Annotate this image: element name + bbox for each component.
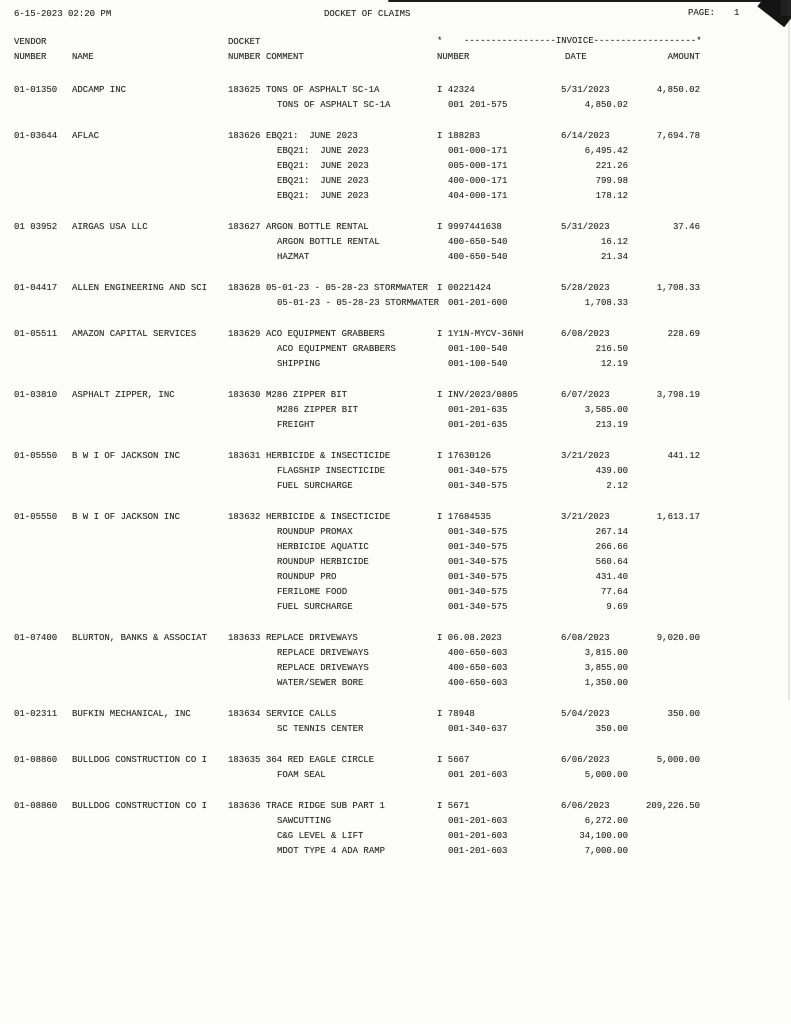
line-description: FERILOME FOOD	[277, 587, 348, 597]
claim-comment: 364 RED EAGLE CIRCLE	[266, 755, 375, 765]
scan-artifact-corner-dot	[781, 0, 791, 16]
invoice-amount: 209,226.50	[645, 801, 700, 811]
line-description: HAZMAT	[277, 252, 310, 262]
invoice-number: I 42324	[437, 85, 475, 95]
vendor-name: ADCAMP INC	[72, 85, 127, 95]
account-number: 400-650-603	[448, 648, 508, 658]
scan-artifact-top-edge	[388, 0, 791, 2]
claims-list	[0, 85, 791, 877]
distribution-line	[0, 678, 791, 693]
line-amount: 3,815.00	[584, 648, 628, 658]
invoice-date: 6/08/2023	[561, 633, 610, 643]
line-amount: 34,100.00	[579, 831, 628, 841]
docket-number: 183631	[228, 451, 261, 461]
claim-block	[0, 85, 791, 115]
claim-comment: HERBICIDE & INSECTICIDE	[266, 512, 391, 522]
distribution-line	[0, 572, 791, 587]
claim-comment: REPLACE DRIVEWAYS	[266, 633, 358, 643]
account-number: 001-201-603	[448, 816, 508, 826]
account-number: 001-201-635	[448, 420, 508, 430]
claim-comment: SERVICE CALLS	[266, 709, 337, 719]
distribution-line	[0, 557, 791, 572]
claim-block	[0, 512, 791, 617]
page-label: PAGE:	[688, 8, 716, 18]
line-description: SHIPPING	[277, 359, 321, 369]
distribution-line	[0, 648, 791, 663]
line-description: FUEL SURCHARGE	[277, 481, 353, 491]
account-number: 001 201-603	[448, 770, 508, 780]
claim-main-line	[0, 633, 791, 648]
account-number: 001-340-575	[448, 542, 508, 552]
line-description: HERBICIDE AQUATIC	[277, 542, 369, 552]
distribution-line	[0, 587, 791, 602]
invoice-group-header: * -----------------INVOICE-------------------*	[437, 36, 702, 46]
line-description: ARGON BOTTLE RENTAL	[277, 237, 380, 247]
vendor-name: BULLDOG CONSTRUCTION CO I	[72, 755, 208, 765]
line-amount: 1,708.33	[584, 298, 628, 308]
vendor-name: ASPHALT ZIPPER, INC	[72, 390, 175, 400]
line-amount: 7,000.00	[584, 846, 628, 856]
account-number: 001-340-575	[448, 557, 508, 567]
vendor-number: 01-02311	[14, 709, 58, 719]
invoice-date: 6/06/2023	[561, 801, 610, 811]
docket-number: 183627	[228, 222, 261, 232]
invoice-amount: 7,694.78	[656, 131, 700, 141]
line-description: FOAM SEAL	[277, 770, 326, 780]
distribution-line	[0, 602, 791, 617]
line-description: EBQ21: JUNE 2023	[277, 176, 369, 186]
vendor-number: 01-08860	[14, 801, 58, 811]
account-number: 001-340-575	[448, 587, 508, 597]
invoice-number: I 17684535	[437, 512, 492, 522]
claim-comment: TRACE RIDGE SUB PART 1	[266, 801, 385, 811]
line-amount: 5,000.00	[584, 770, 628, 780]
distribution-line	[0, 146, 791, 161]
invoice-number: I 188283	[437, 131, 481, 141]
invoice-number: I 00221424	[437, 283, 492, 293]
line-description: SAWCUTTING	[277, 816, 332, 826]
invoice-number: I 06.08.2023	[437, 633, 502, 643]
invoice-number: I 17630126	[437, 451, 492, 461]
claim-main-line	[0, 222, 791, 237]
distribution-line	[0, 816, 791, 831]
line-description: C&G LEVEL & LIFT	[277, 831, 364, 841]
vendor-number: 01-03644	[14, 131, 58, 141]
distribution-line	[0, 481, 791, 496]
line-amount: 1,350.00	[584, 678, 628, 688]
vendor-number: 01 03952	[14, 222, 58, 232]
distribution-line	[0, 420, 791, 435]
line-description: 05-01-23 - 05-28-23 STORMWATER	[277, 298, 440, 308]
page-number: 1	[734, 8, 740, 18]
invoice-number: I 9997441638	[437, 222, 502, 232]
invoice-amount: 9,020.00	[656, 633, 700, 643]
vendor-name: B W I OF JACKSON INC	[72, 451, 181, 461]
account-number: 400-650-540	[448, 252, 508, 262]
distribution-line	[0, 831, 791, 846]
vendor-name-header: NAME	[72, 52, 94, 62]
claim-comment: TONS OF ASPHALT SC-1A	[266, 85, 380, 95]
account-number: 001-340-637	[448, 724, 508, 734]
vendor-number: 01-05550	[14, 512, 58, 522]
distribution-line	[0, 161, 791, 176]
invoice-date: 6/14/2023	[561, 131, 610, 141]
docket-number: 183635	[228, 755, 261, 765]
account-number: 001-340-575	[448, 466, 508, 476]
line-amount: 77.64	[600, 587, 628, 597]
distribution-line	[0, 191, 791, 206]
distribution-line	[0, 724, 791, 739]
claim-main-line	[0, 451, 791, 466]
vendor-name: BUFKIN MECHANICAL, INC	[72, 709, 191, 719]
vendor-number: 01-01350	[14, 85, 58, 95]
line-amount: 3,585.00	[584, 405, 628, 415]
distribution-line	[0, 252, 791, 267]
invoice-date: 3/21/2023	[561, 451, 610, 461]
docket-number: 183633	[228, 633, 261, 643]
claim-main-line	[0, 131, 791, 146]
claim-block	[0, 222, 791, 267]
distribution-line	[0, 846, 791, 861]
claim-block	[0, 633, 791, 693]
line-amount: 267.14	[595, 527, 628, 537]
claim-main-line	[0, 283, 791, 298]
claim-block	[0, 283, 791, 313]
line-amount: 4,850.02	[584, 100, 628, 110]
account-number: 400-650-603	[448, 678, 508, 688]
invoice-date: 6/06/2023	[561, 755, 610, 765]
invoice-amount: 441.12	[667, 451, 700, 461]
line-description: ROUNDUP HERBICIDE	[277, 557, 369, 567]
distribution-line	[0, 542, 791, 557]
invoice-date-header: DATE	[565, 52, 587, 62]
claim-comment: ACO EQUIPMENT GRABBERS	[266, 329, 385, 339]
line-description: TONS OF ASPHALT SC-1A	[277, 100, 391, 110]
line-amount: 6,272.00	[584, 816, 628, 826]
distribution-line	[0, 466, 791, 481]
invoice-number: I 1Y1N-MYCV-36NH	[437, 329, 524, 339]
invoice-date: 3/21/2023	[561, 512, 610, 522]
vendor-number: 01-03810	[14, 390, 58, 400]
line-description: ROUNDUP PRO	[277, 572, 337, 582]
line-amount: 216.50	[595, 344, 628, 354]
claim-block	[0, 451, 791, 496]
distribution-line	[0, 663, 791, 678]
line-description: EBQ21: JUNE 2023	[277, 191, 369, 201]
account-number: 001-201-603	[448, 831, 508, 841]
invoice-amount-header: AMOUNT	[667, 52, 700, 62]
vendor-number: 01-05550	[14, 451, 58, 461]
line-description: ROUNDUP PROMAX	[277, 527, 353, 537]
account-number: 001-340-575	[448, 602, 508, 612]
distribution-line	[0, 770, 791, 785]
vendor-name: AIRGAS USA LLC	[72, 222, 148, 232]
invoice-date: 6/08/2023	[561, 329, 610, 339]
invoice-number: I 5671	[437, 801, 470, 811]
line-amount: 6,495.42	[584, 146, 628, 156]
invoice-amount: 1,613.17	[656, 512, 700, 522]
account-number: 400-650-540	[448, 237, 508, 247]
invoice-date: 5/28/2023	[561, 283, 610, 293]
line-amount: 12.19	[600, 359, 628, 369]
distribution-line	[0, 237, 791, 252]
invoice-number: I 78948	[437, 709, 475, 719]
account-number: 005-000-171	[448, 161, 508, 171]
invoice-amount: 1,708.33	[656, 283, 700, 293]
claim-comment: HERBICIDE & INSECTICIDE	[266, 451, 391, 461]
claim-main-line	[0, 390, 791, 405]
distribution-line	[0, 344, 791, 359]
vendor-number: 01-07400	[14, 633, 58, 643]
distribution-line	[0, 298, 791, 313]
line-description: EBQ21: JUNE 2023	[277, 146, 369, 156]
line-description: REPLACE DRIVEWAYS	[277, 663, 369, 673]
comment-header: COMMENT	[266, 52, 304, 62]
invoice-amount: 4,850.02	[656, 85, 700, 95]
vendor-name: AMAZON CAPITAL SERVICES	[72, 329, 197, 339]
line-description: ACO EQUIPMENT GRABBERS	[277, 344, 396, 354]
line-description: REPLACE DRIVEWAYS	[277, 648, 369, 658]
account-number: 400-000-171	[448, 176, 508, 186]
vendor-name: BLURTON, BANKS & ASSOCIAT	[72, 633, 208, 643]
line-amount: 439.00	[595, 466, 628, 476]
claim-comment: 05-01-23 - 05-28-23 STORMWATER	[266, 283, 429, 293]
line-description: WATER/SEWER BORE	[277, 678, 364, 688]
line-amount: 2.12	[606, 481, 628, 491]
invoice-amount: 350.00	[667, 709, 700, 719]
account-number: 001 201-575	[448, 100, 508, 110]
claim-main-line	[0, 329, 791, 344]
line-amount: 213.19	[595, 420, 628, 430]
line-description: FUEL SURCHARGE	[277, 602, 353, 612]
account-number: 001-000-171	[448, 146, 508, 156]
invoice-date: 5/31/2023	[561, 222, 610, 232]
claim-main-line	[0, 85, 791, 100]
vendor-number: 01-05511	[14, 329, 58, 339]
account-number: 001-340-575	[448, 572, 508, 582]
invoice-number-header: NUMBER	[437, 52, 470, 62]
invoice-date: 6/07/2023	[561, 390, 610, 400]
vendor-name: B W I OF JACKSON INC	[72, 512, 181, 522]
account-number: 001-201-600	[448, 298, 508, 308]
line-description: SC TENNIS CENTER	[277, 724, 364, 734]
distribution-line	[0, 176, 791, 191]
distribution-line	[0, 359, 791, 374]
claim-block	[0, 709, 791, 739]
vendor-name: BULLDOG CONSTRUCTION CO I	[72, 801, 208, 811]
line-amount: 431.40	[595, 572, 628, 582]
account-number: 001-340-575	[448, 527, 508, 537]
line-description: MDOT TYPE 4 ADA RAMP	[277, 846, 386, 856]
claim-block	[0, 755, 791, 785]
invoice-number: I INV/2023/0805	[437, 390, 519, 400]
docket-number: 183636	[228, 801, 261, 811]
docket-number: 183632	[228, 512, 261, 522]
claim-block	[0, 801, 791, 861]
account-number: 404-000-171	[448, 191, 508, 201]
line-description: FLAGSHIP INSECTICIDE	[277, 466, 386, 476]
distribution-line	[0, 527, 791, 542]
claim-main-line	[0, 512, 791, 527]
docket-number: 183634	[228, 709, 261, 719]
report-title: DOCKET OF CLAIMS	[324, 9, 411, 19]
account-number: 400-650-603	[448, 663, 508, 673]
docket-number: 183630	[228, 390, 261, 400]
line-amount: 16.12	[600, 237, 628, 247]
claim-block	[0, 329, 791, 374]
docket-number-header: NUMBER	[228, 52, 261, 62]
account-number: 001-201-603	[448, 846, 508, 856]
scan-artifact-corner-streak	[757, 0, 791, 27]
line-amount: 560.64	[595, 557, 628, 567]
invoice-amount: 37.46	[672, 222, 700, 232]
line-amount: 799.98	[595, 176, 628, 186]
line-amount: 178.12	[595, 191, 628, 201]
claim-block	[0, 390, 791, 435]
invoice-number: I 5667	[437, 755, 470, 765]
invoice-date: 5/31/2023	[561, 85, 610, 95]
vendor-number: 01-08860	[14, 755, 58, 765]
vendor-number: 01-04417	[14, 283, 58, 293]
docket-number: 183625	[228, 85, 261, 95]
line-amount: 266.66	[595, 542, 628, 552]
line-amount: 221.26	[595, 161, 628, 171]
docket-number: 183628	[228, 283, 261, 293]
vendor-name: AFLAC	[72, 131, 100, 141]
docket-group-header: DOCKET	[228, 37, 261, 47]
account-number: 001-201-635	[448, 405, 508, 415]
invoice-amount: 5,000.00	[656, 755, 700, 765]
account-number: 001-340-575	[448, 481, 508, 491]
account-number: 001-100-540	[448, 344, 508, 354]
claim-comment: ARGON BOTTLE RENTAL	[266, 222, 369, 232]
account-number: 001-100-540	[448, 359, 508, 369]
vendor-number-header: NUMBER	[14, 52, 47, 62]
distribution-line	[0, 100, 791, 115]
claim-comment: EBQ21: JUNE 2023	[266, 131, 358, 141]
claim-main-line	[0, 755, 791, 770]
line-amount: 9.69	[606, 602, 628, 612]
docket-number: 183626	[228, 131, 261, 141]
line-description: EBQ21: JUNE 2023	[277, 161, 369, 171]
invoice-amount: 3,798.19	[656, 390, 700, 400]
vendor-group-header: VENDOR	[14, 37, 47, 47]
vendor-name: ALLEN ENGINEERING AND SCI	[72, 283, 208, 293]
distribution-line	[0, 405, 791, 420]
printed-datetime: 6-15-2023 02:20 PM	[14, 9, 112, 19]
line-amount: 350.00	[595, 724, 628, 734]
claim-block	[0, 131, 791, 206]
invoice-date: 5/04/2023	[561, 709, 610, 719]
claim-main-line	[0, 801, 791, 816]
line-amount: 21.34	[600, 252, 628, 262]
line-description: FREIGHT	[277, 420, 315, 430]
claim-comment: M286 ZIPPER BIT	[266, 390, 348, 400]
line-description: M286 ZIPPER BIT	[277, 405, 359, 415]
invoice-amount: 228.69	[667, 329, 700, 339]
line-amount: 3,855.00	[584, 663, 628, 673]
docket-number: 183629	[228, 329, 261, 339]
claim-main-line	[0, 709, 791, 724]
